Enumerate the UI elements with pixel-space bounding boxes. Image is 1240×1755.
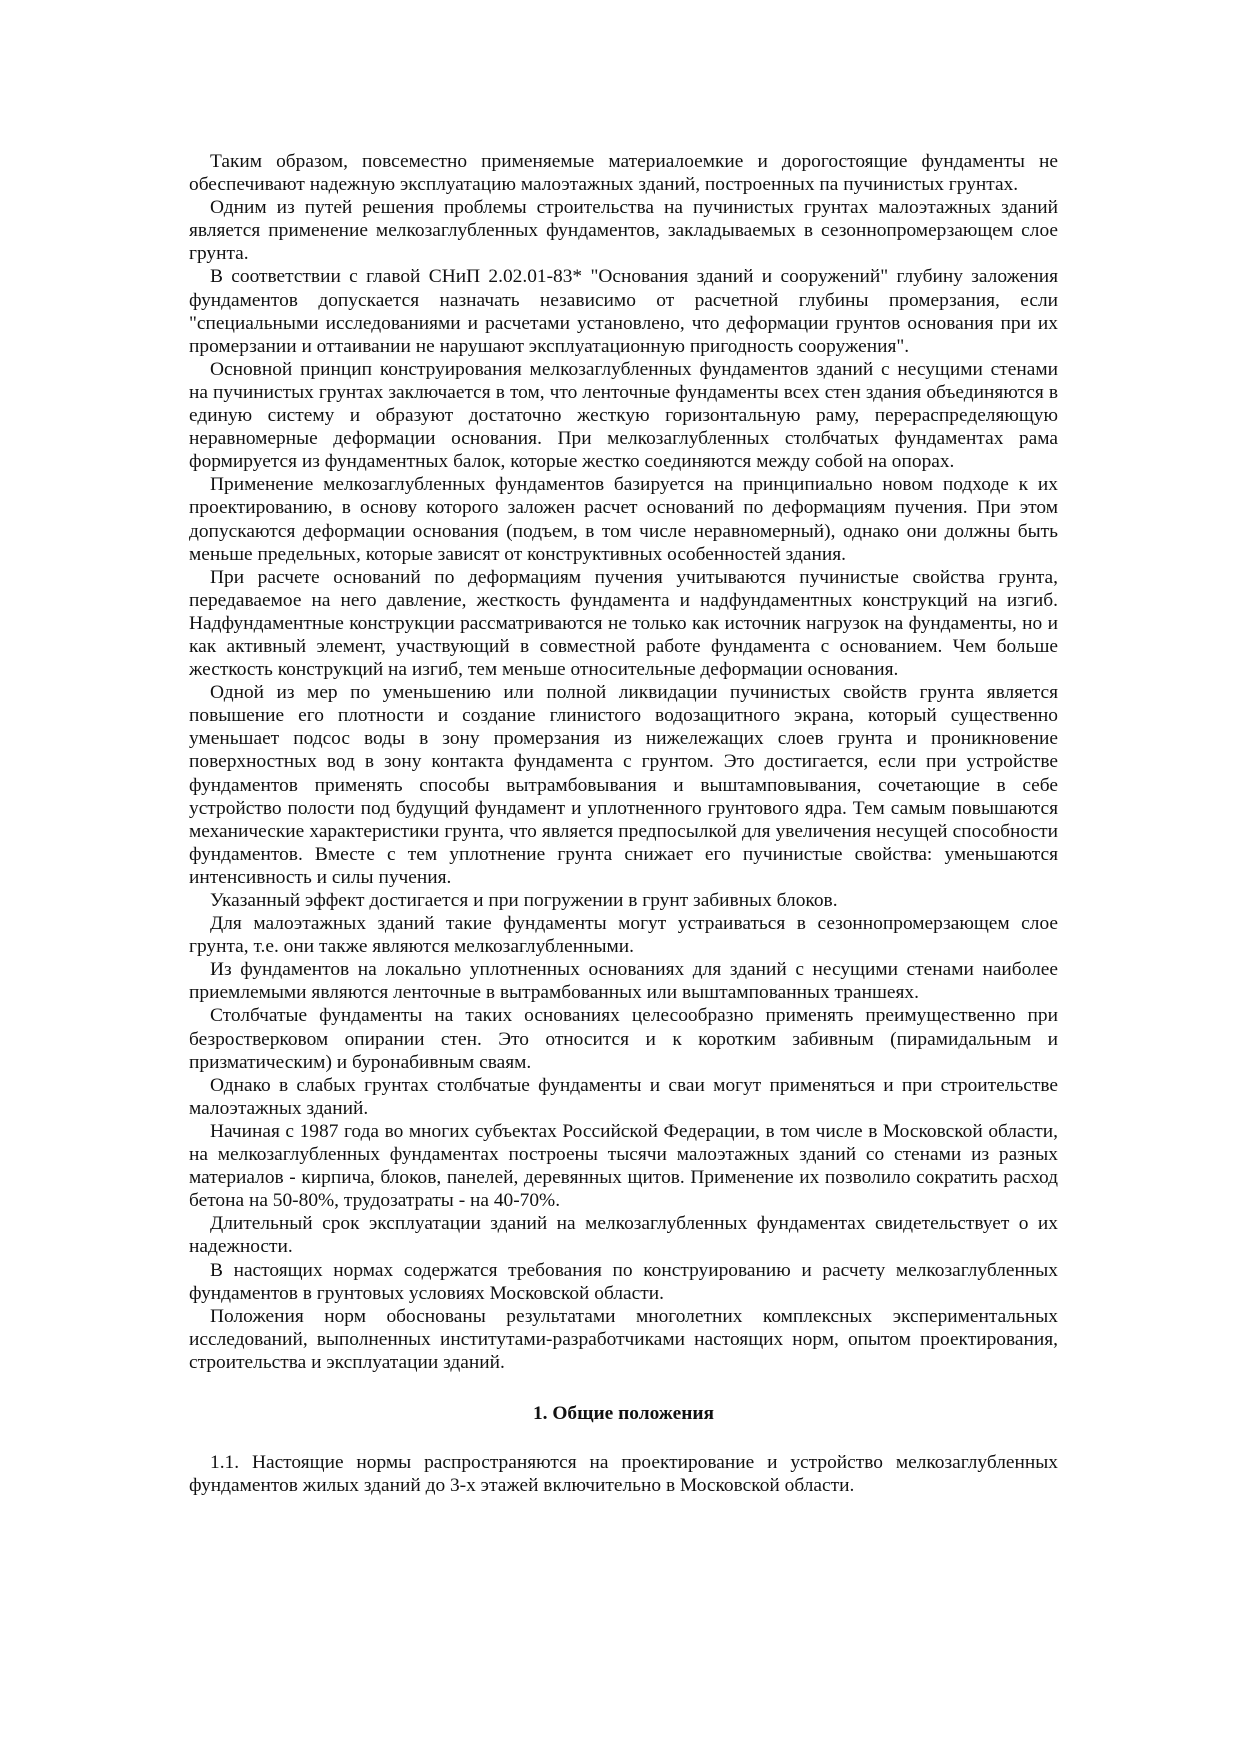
paragraph: Из фундаментов на локально уплотненных основаниях для зданий с несущими стенами наиболее приемлемыми являются ленточные в вытрамбованных или выштампованных траншеях. xyxy=(189,959,1058,1004)
paragraph: Столбчатые фундаменты на таких основаниях целесообразно применять преимущественно при безростверковом опирании стен. Это относится и к коротким забивным (пирамидальным и призматическим) и буронабивным сваям. xyxy=(189,1005,1058,1073)
paragraph: Начиная с 1987 года во многих субъектах Российской Федерации, в том числе в Московской области, на мелкозаглубленных фундаментах построены тысячи малоэтажных зданий со стенами из разных материалов - кирпича, блоков, панелей, деревянных щитов. Применение их позволило сократить расход бетона на 50-80%, трудозатраты - на 40-70%. xyxy=(189,1120,1058,1212)
paragraph: Одним из путей решения проблемы строительства на пучинистых грунтах малоэтажных зданий является применение мелкозаглубленных фундаментов, закладываемых в сезоннопромерзающем слое грунта. xyxy=(189,197,1058,265)
paragraph: Положения норм обоснованы результатами многолетних комплексных экспериментальных исследований, выполненных институтами-разработчиками настоящих норм, опытом проектирования, строительства и эксплуатации зданий. xyxy=(189,1305,1058,1373)
paragraph: Основной принцип конструирования мелкозаглубленных фундаментов зданий с несущими стенами на пучинистых грунтах заключается в том, что ленточные фундаменты всех стен здания объединяются в единую систему и образуют достаточно жесткую горизонтальную раму, перераспределяющую неравномерные деформации основания. При мелкозаглубленных столбчатых фундаментах рама формируется из фундаментных балок, которые жестко соединяются между собой на опорах. xyxy=(189,358,1058,473)
section-heading: 1. Общие положения xyxy=(532,1402,715,1424)
paragraph: Однако в слабых грунтах столбчатые фундаменты и сваи могут применяться и при строительстве малоэтажных зданий. xyxy=(189,1074,1058,1119)
paragraph: Для малоэтажных зданий такие фундаменты могут устраиваться в сезоннопромерзающем слое грунта, т.е. они также являются мелкозаглубленными. xyxy=(189,913,1058,958)
section-paragraph: 1.1. Настоящие нормы распространяются на проектирование и устройство мелкозаглубленных фундаментов жилых зданий до 3-х этажей включительно в Московской области. xyxy=(189,1451,1058,1497)
paragraph: В соответствии с главой СНиП 2.02.01-83* "Основания зданий и сооружений" глубину заложения фундаментов допускается назначать независимо от расчетной глубины промерзания, если "специальными исследованиями и расчетами установлено, что деформации грунтов основания при их промерзании и оттаивании не нарушают эксплуатационную пригодность сооружения". xyxy=(189,266,1058,357)
paragraph: Применение мелкозаглубленных фундаментов базируется на принципиально новом подходе к их проектированию, в основу которого заложен расчет оснований по деформациям пучения. При этом допускаются деформации основания (подъем, в том числе неравномерный), однако они должны быть меньше предельных, которые зависят от конструктивных особенностей здания. xyxy=(189,474,1058,565)
paragraph: Указанный эффект достигается и при погружении в грунт забивных блоков. xyxy=(210,890,838,911)
paragraph: При расчете оснований по деформациям пучения учитываются пучинистые свойства грунта, передаваемое на него давление, жесткость фундамента и надфундаментных конструкций на изгиб. Надфундаментные конструкции рассматриваются не только как источник нагрузок на фундаменты, но и как активный элемент, участвующий в совместной работе фундамента с основанием. Чем больше жесткость конструкций на изгиб, тем меньше относительные деформации основания. xyxy=(189,566,1058,681)
document-page xyxy=(189,150,1058,1497)
paragraph: Таким образом, повсеместно применяемые материалоемкие и дорогостоящие фундаменты не обеспечивают надежную эксплуатацию малоэтажных зданий, построенных па пучинистых грунтах. xyxy=(189,151,1058,196)
paragraph: В настоящих нормах содержатся требования по конструированию и расчету мелкозаглубленных фундаментов в грунтовых условиях Московской области. xyxy=(189,1259,1058,1304)
paragraph: Одной из мер по уменьшению или полной ликвидации пучинистых свойств грунта является повышение его плотности и создание глинистого водозащитного экрана, который существенно уменьшает подсос воды в зону промерзания из нижележащих слоев грунта и проникновение поверхностных вод в зону контакта фундамента с грунтом. Это достигается, если при устройстве фундаментов применять способы вытрамбовывания и выштамповывания, сочетающие в себе устройство полости под будущий фундамент и уплотненного грунтового ядра. Тем самым повышаются механические характеристики грунта, что является предпосылкой для увеличения несущей способности фундаментов. Вместе с тем уплотнение грунта снижает его пучинистые свойства: уменьшаются интенсивность и силы пучения. xyxy=(189,682,1058,888)
paragraph: Длительный срок эксплуатации зданий на мелкозаглубленных фундаментах свидетельствует о их надежности. xyxy=(189,1213,1058,1258)
